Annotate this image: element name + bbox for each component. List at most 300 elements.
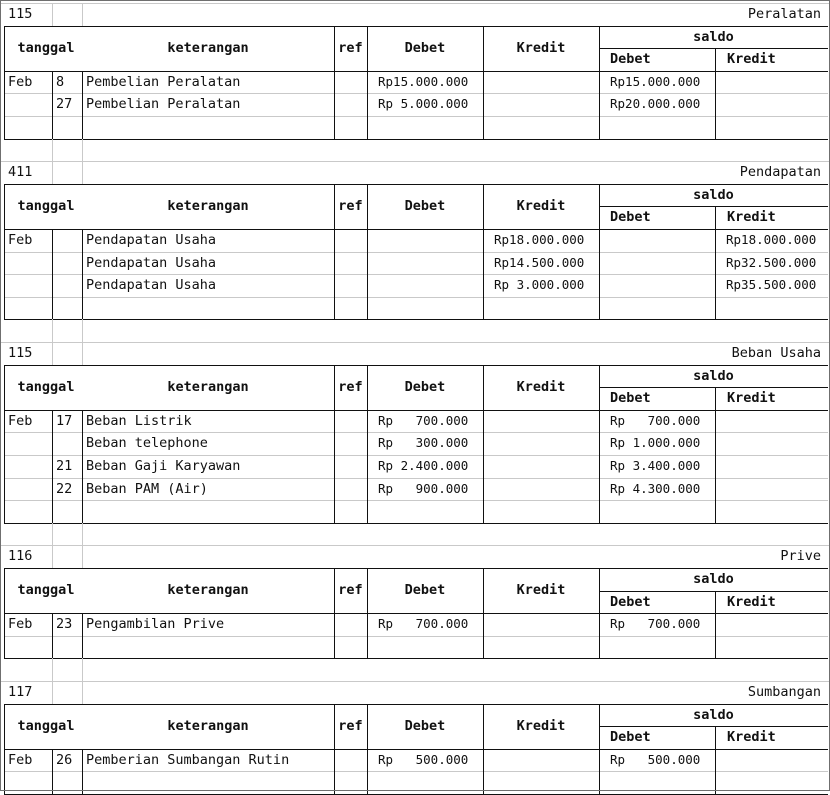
grid-line [52,161,53,184]
header-tanggal: tanggal [17,39,75,56]
grid-line [715,71,716,94]
header-saldo-kredit: Kredit [727,389,776,406]
cell-ref[interactable] [335,297,366,320]
grid-line [599,432,600,455]
grid-line [82,229,83,252]
header-keterangan: keterangan [167,717,249,734]
grid-line [4,139,828,140]
cell-debet[interactable]: Rp 900.000 [378,481,469,497]
grid-line [4,410,5,433]
cell-ref[interactable] [335,410,366,433]
grid-line [367,93,368,116]
grid-line [367,229,368,252]
cell-keterangan[interactable]: Pendapatan Usaha [86,254,217,271]
cell-kredit[interactable]: Rp 3.000.000 [494,277,585,293]
grid-line [82,545,83,568]
cell-kredit[interactable]: Rp14.500.000 [494,255,585,271]
header-saldo: saldo [693,570,734,587]
grid-line [367,455,368,478]
cell-saldo-kredit[interactable]: Rp32.500.000 [726,255,817,271]
grid-line [52,3,53,26]
cell-kredit[interactable] [484,432,598,455]
grid-line [367,478,368,501]
grid-line [334,455,335,478]
grid-line [52,681,53,704]
grid-line [599,410,600,433]
cell-day[interactable] [53,229,81,252]
header-keterangan: keterangan [167,378,249,395]
grid-line [367,636,368,659]
grid-line [599,274,600,297]
grid-line [483,229,484,252]
cell-keterangan[interactable] [83,636,333,659]
grid-line [4,319,828,320]
grid-line [334,71,335,94]
grid-line [52,139,53,162]
account-name: Peralatan [747,5,821,22]
cell-month[interactable] [5,252,51,275]
cell-debet[interactable]: Rp 2.400.000 [378,458,469,474]
grid-line [599,613,600,636]
cell-keterangan[interactable] [83,500,333,523]
cell-keterangan[interactable]: Pendapatan Usaha [86,231,217,248]
header-ref: ref [338,581,363,598]
grid-line [4,116,5,139]
grid-line [82,500,83,523]
cell-debet[interactable] [368,116,482,139]
grid-line [334,229,335,252]
cell-saldo-debet[interactable] [600,229,714,252]
grid-line [715,613,716,636]
header-kredit: Kredit [516,39,566,56]
cell-saldo-kredit[interactable]: Rp35.500.000 [726,277,817,293]
grid-line [715,455,716,478]
grid-line [334,613,335,636]
grid-line [715,297,716,320]
cell-month[interactable]: Feb [8,412,33,429]
header-kredit: Kredit [516,717,566,734]
grid-line [334,116,335,139]
cell-month[interactable] [5,432,51,455]
grid-line [4,252,5,275]
grid-line [483,500,484,523]
grid-line [4,432,5,455]
cell-kredit[interactable] [484,93,598,116]
header-kredit: Kredit [516,378,566,395]
cell-month[interactable]: Feb [8,751,33,768]
cell-saldo-debet[interactable] [600,252,714,275]
grid-line [82,93,83,116]
cell-month[interactable] [5,478,51,501]
cell-ref[interactable] [335,93,366,116]
cell-month[interactable] [5,274,51,297]
grid-line [715,478,716,501]
grid-line [483,297,484,320]
cell-ref[interactable] [335,613,366,636]
cell-ref[interactable] [335,274,366,297]
grid-line [367,274,368,297]
header-saldo-debet: Debet [610,593,651,610]
grid-line [483,749,484,772]
cell-keterangan[interactable]: Beban PAM (Air) [86,480,208,497]
cell-kredit[interactable] [484,71,598,94]
cell-keterangan[interactable]: Pembelian Peralatan [86,95,241,112]
grid-line [334,274,335,297]
cell-month[interactable]: Feb [8,231,33,248]
cell-saldo-kredit[interactable]: Rp18.000.000 [726,232,817,248]
cell-saldo-kredit[interactable] [716,71,827,94]
cell-ref[interactable] [335,455,366,478]
cell-keterangan[interactable]: Pendapatan Usaha [86,276,217,293]
header-saldo-kredit: Kredit [727,593,776,610]
cell-saldo-kredit[interactable] [716,455,827,478]
cell-month[interactable] [5,636,51,659]
grid-line [4,71,5,94]
grid-line [52,116,53,139]
grid-line [4,500,5,523]
cell-saldo-debet[interactable]: Rp 1.000.000 [610,435,701,451]
header-saldo: saldo [693,28,734,45]
grid-line [715,252,716,275]
grid-line [52,523,53,546]
grid-line [82,523,83,546]
grid-line [4,93,5,116]
account-name: Prive [780,547,821,564]
cell-day[interactable]: 17 [56,412,73,429]
grid-line [4,636,5,659]
grid-line [334,297,335,320]
cell-keterangan[interactable]: Beban Listrik [86,412,192,429]
cell-day[interactable]: 23 [56,615,73,632]
grid-line [334,93,335,116]
grid-line [367,749,368,772]
grid-line [367,297,368,320]
cell-saldo-debet[interactable]: Rp 4.300.000 [610,481,701,497]
cell-day[interactable] [53,116,81,139]
cell-day[interactable] [53,274,81,297]
grid-line [483,613,484,636]
grid-line [52,455,53,478]
grid-line [715,636,716,659]
grid-line [52,319,53,342]
header-saldo-debet: Debet [610,50,651,67]
grid-line [715,432,716,455]
header-keterangan: keterangan [167,197,249,214]
grid-line [715,274,716,297]
cell-day[interactable] [53,432,81,455]
cell-saldo-kredit[interactable] [716,500,827,523]
grid-line [52,500,53,523]
grid-line [52,274,53,297]
cell-ref[interactable] [335,478,366,501]
grid-line [715,229,716,252]
grid-line [715,116,716,139]
header-tanggal: tanggal [17,717,75,734]
cell-keterangan[interactable] [83,297,333,320]
cell-keterangan[interactable]: Pemberian Sumbangan Rutin [86,751,290,768]
grid-line [483,410,484,433]
grid-line [52,93,53,116]
cell-day[interactable]: 26 [56,751,73,768]
grid-line [4,749,5,772]
cell-month[interactable] [5,297,51,320]
grid-line [4,274,5,297]
cell-keterangan[interactable]: Beban telephone [86,434,208,451]
cell-keterangan[interactable]: Pengambilan Prive [86,615,225,632]
cell-kredit[interactable] [484,116,598,139]
grid-line [715,410,716,433]
grid-line [82,658,83,681]
grid-line [599,297,600,320]
cell-debet[interactable]: Rp 700.000 [378,413,469,429]
grid-line [52,229,53,252]
cell-ref[interactable] [335,252,366,275]
header-tanggal: tanggal [17,581,75,598]
grid-line [52,297,53,320]
grid-line [334,500,335,523]
grid-line [82,455,83,478]
cell-ref[interactable] [335,636,366,659]
grid-line [599,749,600,772]
cell-kredit[interactable] [484,636,598,659]
cell-ref[interactable] [335,432,366,455]
cell-saldo-debet[interactable] [600,116,714,139]
header-debet: Debet [404,378,446,395]
cell-saldo-debet[interactable] [600,274,714,297]
cell-month[interactable] [5,116,51,139]
header-debet: Debet [404,197,446,214]
grid-line [82,161,83,184]
cell-saldo-kredit[interactable] [716,116,827,139]
grid-line [367,252,368,275]
grid-line [367,613,368,636]
header-debet: Debet [404,581,446,598]
grid-line [334,252,335,275]
grid-line [82,116,83,139]
cell-debet[interactable]: Rp15.000.000 [378,74,469,90]
cell-kredit[interactable] [484,455,598,478]
cell-day[interactable] [53,252,81,275]
grid-line [4,478,5,501]
grid-line [599,93,600,116]
grid-line [334,478,335,501]
header-kredit: Kredit [516,581,566,598]
grid-line [599,455,600,478]
grid-line [82,432,83,455]
grid-line [483,636,484,659]
cell-saldo-kredit[interactable] [716,432,827,455]
cell-ref[interactable] [335,116,366,139]
account-name: Sumbangan [747,683,821,700]
grid-line [483,274,484,297]
grid-line [367,432,368,455]
grid-line [483,71,484,94]
grid-line [483,116,484,139]
cell-ref[interactable] [335,500,366,523]
cell-kredit[interactable] [484,500,598,523]
grid-line [334,636,335,659]
header-tanggal: tanggal [17,197,75,214]
grid-line [82,681,83,704]
grid-line [4,297,5,320]
account-number: 115 [8,5,33,22]
cell-saldo-kredit[interactable] [716,478,827,501]
header-kredit: Kredit [516,197,566,214]
account-name: Beban Usaha [731,344,821,361]
cell-keterangan[interactable]: Pembelian Peralatan [86,73,241,90]
grid-line [82,478,83,501]
cell-kredit[interactable] [484,749,598,772]
header-ref: ref [338,378,363,395]
cell-keterangan[interactable] [83,116,333,139]
header-saldo-debet: Debet [610,728,651,745]
account-number: 117 [8,683,33,700]
header-keterangan: keterangan [167,581,249,598]
cell-day[interactable] [53,500,81,523]
cell-day[interactable] [53,297,81,320]
cell-debet[interactable] [368,252,482,275]
grid-line [4,658,828,659]
header-saldo-kredit: Kredit [727,208,776,225]
cell-day[interactable]: 21 [56,457,73,474]
grid-line [599,71,600,94]
header-saldo-debet: Debet [610,208,651,225]
grid-line [367,71,368,94]
cell-debet[interactable] [368,500,482,523]
cell-saldo-debet[interactable]: Rp15.000.000 [610,74,701,90]
grid-line [52,636,53,659]
grid-line [4,613,5,636]
cell-debet[interactable]: Rp 5.000.000 [378,96,469,112]
cell-saldo-kredit[interactable] [716,410,827,433]
header-saldo-kredit: Kredit [727,50,776,67]
cell-debet[interactable] [368,229,482,252]
grid-line [52,545,53,568]
grid-line [82,319,83,342]
grid-line [599,478,600,501]
header-ref: ref [338,197,363,214]
grid-line [483,93,484,116]
cell-debet[interactable]: Rp 300.000 [378,435,469,451]
grid-line [715,749,716,772]
grid-line [82,636,83,659]
cell-month[interactable]: Feb [8,615,33,632]
grid-line [4,523,828,524]
grid-line [483,455,484,478]
grid-line [82,342,83,365]
grid-line [82,749,83,772]
cell-saldo-debet[interactable]: Rp20.000.000 [610,96,701,112]
grid-line [599,116,600,139]
cell-saldo-debet[interactable]: Rp 700.000 [610,616,701,632]
cell-day[interactable] [53,636,81,659]
cell-ref[interactable] [335,71,366,94]
grid-line [599,252,600,275]
header-keterangan: keterangan [167,39,249,56]
header-tanggal: tanggal [17,378,75,395]
cell-day[interactable]: 27 [56,95,73,112]
cell-debet[interactable] [368,274,482,297]
cell-month[interactable] [5,455,51,478]
cell-month[interactable] [5,500,51,523]
grid-line [52,71,53,94]
grid-line [483,252,484,275]
account-name: Pendapatan [739,163,821,180]
cell-day[interactable]: 8 [56,73,65,90]
cell-saldo-kredit[interactable] [716,636,827,659]
grid-line [599,500,600,523]
grid-line [715,500,716,523]
cell-kredit[interactable] [484,613,598,636]
cell-saldo-debet[interactable] [600,636,714,659]
cell-month[interactable] [5,93,51,116]
header-saldo-debet: Debet [610,389,651,406]
cell-kredit[interactable]: Rp18.000.000 [494,232,585,248]
cell-saldo-debet[interactable] [600,500,714,523]
grid-line [4,455,5,478]
grid-line [483,478,484,501]
cell-saldo-kredit[interactable] [716,93,827,116]
cell-ref[interactable] [335,749,366,772]
header-ref: ref [338,39,363,56]
grid-line [367,500,368,523]
cell-saldo-kredit[interactable] [716,297,827,320]
cell-saldo-debet[interactable]: Rp 500.000 [610,752,701,768]
header-ref: ref [338,717,363,734]
account-number: 115 [8,344,33,361]
grid-line [52,252,53,275]
grid-line [52,749,53,772]
cell-kredit[interactable] [484,478,598,501]
cell-ref[interactable] [335,229,366,252]
cell-day[interactable]: 22 [56,480,73,497]
cell-keterangan[interactable]: Beban Gaji Karyawan [86,457,241,474]
grid-line [52,613,53,636]
grid-line [82,410,83,433]
cell-debet[interactable] [368,636,482,659]
grid-line [52,410,53,433]
grid-line [82,71,83,94]
cell-saldo-kredit[interactable] [716,613,827,636]
cell-debet[interactable]: Rp 700.000 [378,616,469,632]
cell-kredit[interactable] [484,297,598,320]
cell-saldo-debet[interactable]: Rp 700.000 [610,413,701,429]
grid-line [715,93,716,116]
header-saldo: saldo [693,186,734,203]
header-saldo-kredit: Kredit [727,728,776,745]
grid-line [52,342,53,365]
cell-month[interactable]: Feb [8,73,33,90]
grid-line [599,229,600,252]
grid-line [82,139,83,162]
header-debet: Debet [404,717,446,734]
cell-saldo-debet[interactable] [600,297,714,320]
grid-line [483,432,484,455]
cell-debet[interactable] [368,297,482,320]
cell-kredit[interactable] [484,410,598,433]
account-number: 116 [8,547,33,564]
cell-debet[interactable]: Rp 500.000 [378,752,469,768]
grid-line [52,432,53,455]
cell-saldo-debet[interactable]: Rp 3.400.000 [610,458,701,474]
cell-saldo-kredit[interactable] [716,749,827,772]
header-saldo: saldo [693,367,734,384]
grid-line [52,478,53,501]
grid-line [82,297,83,320]
grid-line [52,658,53,681]
grid-line [82,613,83,636]
grid-line [599,636,600,659]
